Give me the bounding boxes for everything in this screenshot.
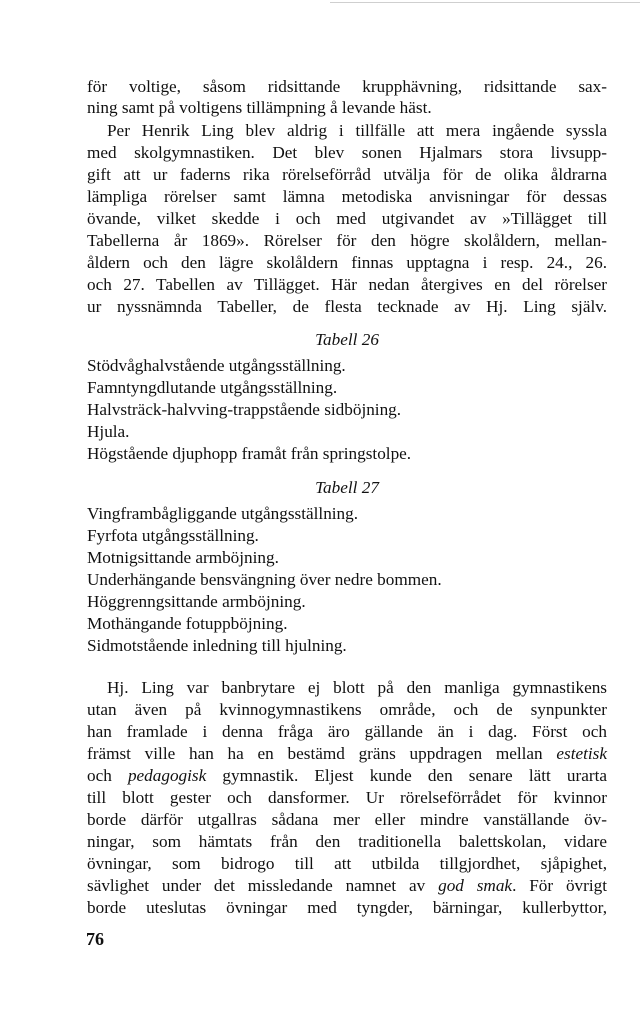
table-27-item-1: Vingframbågliggande utgångsställning. (87, 504, 359, 523)
table-27-item-3: Motnigsittande armböjning. (87, 548, 279, 567)
paragraph-2-line-1: Per Henrik Ling blev aldrig i tillfälle att mera ingående syssla (107, 121, 607, 140)
paragraph-3-line-1: Hj. Ling var banbrytare ej blott på den manliga gymnastikens (107, 678, 607, 697)
paragraph-2-line-8: och 27. Tabellen av Tillägget. Här nedan återgives en del rörelser (87, 275, 607, 294)
paragraph-2-line-2: med skolgymnastiken. Det blev sonen Hjalmars stora livsupp- (87, 143, 607, 162)
paragraph-3-line-10-lead: sävlighet under det missledande namnet av (87, 876, 439, 895)
table-27-item-2: Fyrfota utgångsställning. (87, 526, 259, 545)
paragraph-2-line-6: Tabellerna år 1869». Rörelser för den högre skolåldern, mellan- (87, 231, 607, 250)
paragraph-3-line-10 (87, 876, 607, 896)
table-27-item-4: Underhängande bensvängning över nedre bommen. (87, 570, 442, 589)
page-number: 76 (86, 929, 104, 949)
term-estetisk: estetisk (556, 744, 607, 763)
paragraph-3-line-11: borde uteslutas övningar med tyngder, bärningar, kullerbyttor, (87, 898, 607, 917)
paragraph-3-line-5 (87, 766, 607, 786)
table-27-item-7: Sidmotstående inledning till hjulning. (87, 636, 347, 655)
table-26-item-2: Famntyngdlutande utgångsställning. (87, 378, 338, 397)
paragraph-2-line-4: lämpliga rörelser samt lämna metodiska anvisningar för dessas (87, 187, 607, 206)
table-27-item-6: Mothängande fotuppböjning. (87, 614, 288, 633)
table-26-item-4: Hjula. (87, 422, 130, 441)
table-27-item-5: Höggrenngsittande armböjning. (87, 592, 306, 611)
table-26-item-1: Stödvåghalvstående utgångsställning. (87, 356, 346, 375)
paragraph-3-line-10-rest: . För övrigt (512, 876, 607, 895)
term-pedagogisk: pedagogisk (127, 766, 207, 785)
term-god-smak: god smak (438, 876, 513, 895)
table-26-item-3: Halvsträck-halvving-trappstående sidböjning. (87, 400, 402, 419)
paragraph-3-line-9: övningar, som bidrogo till att utbilda tillgjordhet, sjåpighet, (87, 854, 607, 873)
paragraph-3-line-5-rest: gymnastik. Eljest kunde den senare lätt urarta (206, 766, 607, 785)
paragraph-2-line-5: övande, vilket skedde i och med utgivandet av »Tillägget till (87, 209, 607, 228)
table-26-caption: Tabell 26 (315, 330, 379, 349)
paragraph-3-line-3: han framlade i denna fråga äro gällande än i dag. Först och (87, 722, 607, 741)
paragraph-3-line-7: borde därför utgallras sådana mer eller mindre vanställande öv- (87, 810, 607, 829)
paragraph-2-line-9: ur nyssnämnda Tabeller, de flesta tecknade av Hj. Ling själv. (87, 297, 607, 316)
paragraph-3-line-4 (87, 744, 607, 764)
paragraph-2-line-3: gift att ur faderns rika rörelseförråd utvälja för de olika åldrarna (87, 165, 607, 184)
paragraph-3-line-5-lead: och (87, 766, 128, 785)
paragraph-2-line-7: åldern och den lägre skolåldern finnas upptagna i resp. 24., 26. (87, 253, 607, 272)
paragraph-3-line-8: ningar, som hämtats från den traditionella balettskolan, vidare (87, 832, 607, 851)
paragraph-1-line-1: för voltige, såsom ridsittande krupphävning, ridsittande sax- (87, 77, 607, 96)
table-27-caption: Tabell 27 (315, 478, 379, 497)
paragraph-3-line-6: till blott gester och dansformer. Ur rörelseförrådet för kvinnor (87, 788, 607, 807)
paragraph-3-line-4-text: främst ville han ha en bestämd gräns uppdragen mellan (87, 744, 557, 763)
paragraph-3-line-2: utan även på kvinnogymnastikens område, och de synpunkter (87, 700, 607, 719)
table-26-item-5: Högstående djuphopp framåt från springstolpe. (87, 444, 412, 463)
paragraph-1-line-2: ning samt på voltigens tillämpning å levande häst. (87, 98, 432, 117)
